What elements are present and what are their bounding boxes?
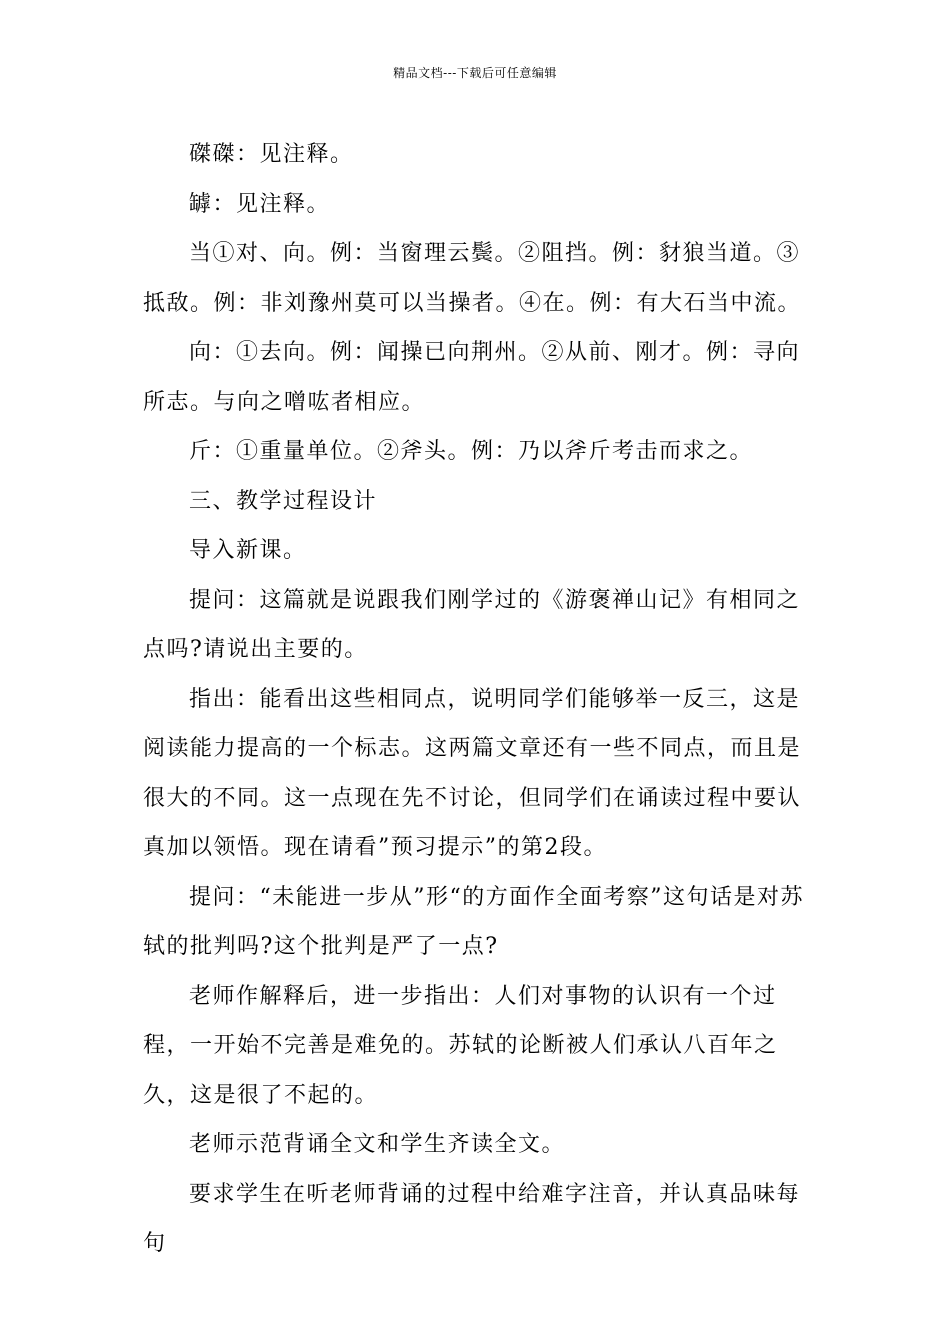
paragraph-question-2: 提问：“未能进一步从”形“的方面作全面考察”这句话是对苏轼的批判吗?这个批判是严了一点? — [143, 884, 804, 959]
paragraph-dang-definition: 当①对、向。例：当窗理云鬓。②阻挡。例：豺狼当道。③抵敌。例：非刘豫州莫可以当操者。④在。例：有大石当中流。 — [143, 241, 802, 316]
page-header: 精品文档---下载后可任意编辑 — [393, 66, 557, 80]
document-body — [143, 130, 808, 1269]
paragraph-zhezhe-note: 磔磔：见注释。 — [189, 142, 354, 167]
paragraph-intro: 导入新课。 — [189, 538, 307, 563]
paragraph-xiang-definition: 向：①去向。例：闻操已向荆州。②从前、刚才。例：寻向所志。与向之噌吰者相应。 — [143, 340, 801, 415]
paragraph-question-1: 提问：这篇就是说跟我们刚学过的《游褒禅山记》有相同之点吗?请说出主要的。 — [143, 587, 801, 662]
paragraph-requirement: 要求学生在听老师背诵的过程中给难字注音，并认真品味每句 — [143, 1181, 801, 1256]
paragraph-teacher-explain: 老师作解释后，进一步指出：人们对事物的认识有一个过程，一开始不完善是难免的。苏轼的论断被人们承认八百年之久，这是很了不起的。 — [143, 983, 778, 1108]
paragraph-recite: 老师示范背诵全文和学生齐读全文。 — [189, 1132, 566, 1157]
paragraph-jin-definition: 斤：①重量单位。②斧头。例：乃以斧斤考击而求之。 — [189, 439, 754, 464]
paragraph-point-out: 指出：能看出这些相同点，说明同学们能够举一反三，这是阅读能力提高的一个标志。这两篇文章还有一些不同点，而且是很大的不同。这一点现在先不讨论，但同学们在诵读过程中要认真加以领悟。现在请看”预习提示”的第2段。 — [143, 686, 802, 860]
paragraph-xia-note: 罅：见注释。 — [189, 191, 331, 217]
section-heading: 三、教学过程设计 — [189, 488, 378, 514]
